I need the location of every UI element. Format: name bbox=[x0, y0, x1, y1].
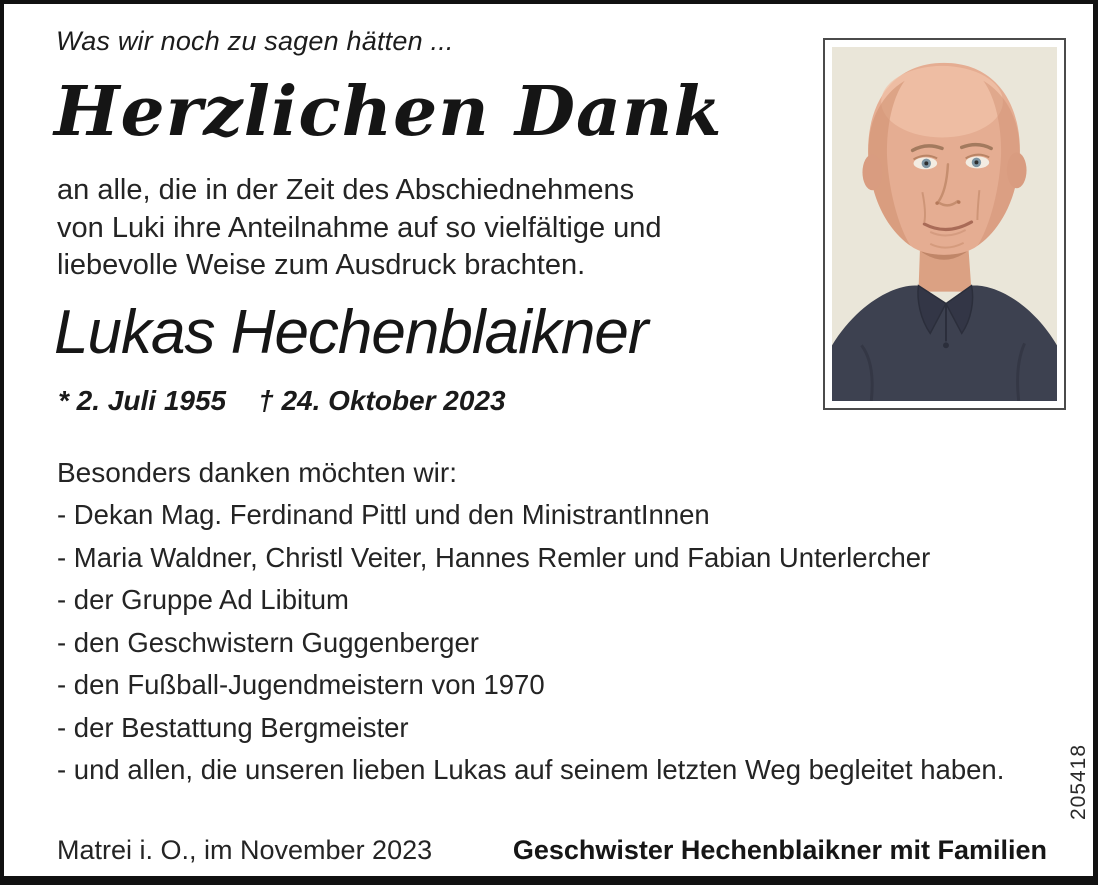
message-line: von Luki ihre Anteilnahme auf so vielfältige und bbox=[57, 211, 662, 244]
thank-you-message bbox=[57, 172, 662, 285]
thanks-heading: Besonders danken möchten wir: bbox=[57, 457, 457, 488]
thanks-item: - und allen, die unseren lieben Lukas auf seinem letzten Weg begleitet haben. bbox=[57, 754, 1005, 785]
footer-row bbox=[57, 835, 1047, 866]
life-dates bbox=[58, 385, 506, 417]
thanks-item: - Maria Waldner, Christl Veiter, Hannes Remler und Fabian Unterlercher bbox=[57, 541, 931, 573]
thanks-item: - der Bestattung Bergmeister bbox=[57, 711, 409, 743]
birth-date: * 2. Juli 1955 bbox=[58, 385, 227, 416]
family-signature: Geschwister Hechenblaikner mit Familien bbox=[512, 835, 1047, 865]
thanks-item: - den Fußball-Jugendmeistern von 1970 bbox=[57, 669, 545, 700]
portrait-photo-frame bbox=[823, 38, 1066, 410]
thanks-item: - der Gruppe Ad Libitum bbox=[57, 584, 349, 615]
place-and-date: Matrei i. O., im November 2023 bbox=[57, 835, 433, 865]
deceased-name: Lukas Hechenblaikner bbox=[54, 298, 648, 367]
message-line: an alle, die in der Zeit des Abschiednehmens bbox=[57, 174, 635, 206]
message-line: liebevolle Weise zum Ausdruck brachten. bbox=[57, 249, 586, 281]
thanks-item: - den Geschwistern Guggenberger bbox=[57, 626, 479, 658]
intro-line: Was wir noch zu sagen hätten ... bbox=[56, 26, 454, 56]
headline: Herzlichen Dank bbox=[54, 72, 723, 152]
death-date: † 24. Oktober 2023 bbox=[258, 385, 506, 416]
portrait-photo bbox=[832, 47, 1057, 401]
reference-number: 205418 bbox=[1067, 743, 1090, 821]
thanks-list bbox=[57, 499, 1004, 797]
thanks-item: - Dekan Mag. Ferdinand Pittl und den MinistrantInnen bbox=[57, 499, 710, 530]
